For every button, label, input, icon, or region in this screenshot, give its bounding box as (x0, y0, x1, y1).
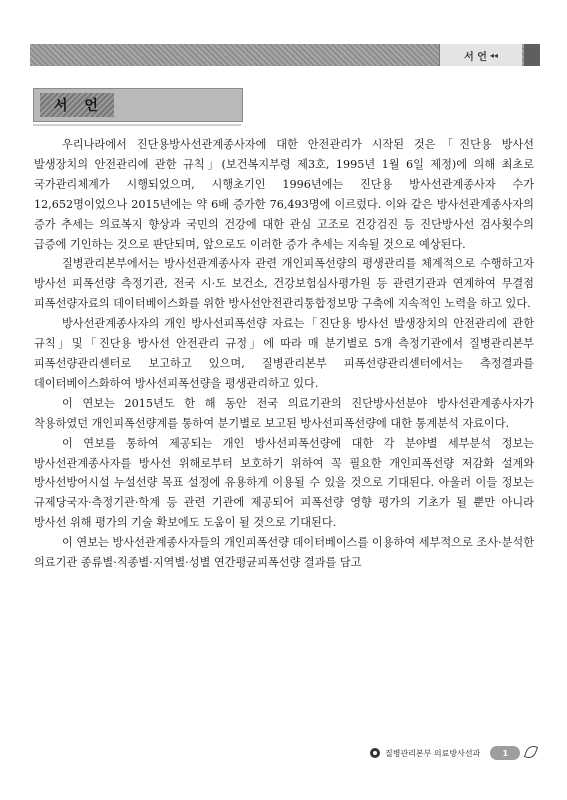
body-text (34, 135, 534, 573)
paragraph: 우리나라에서 진단용방사선관계종사자에 대한 안전관리가 시작된 것은「진단용 방사선 발생장치의 안전관리에 관한 규칙」(보건복지부령 제3호, 1995년 1월 6일 제정)에 의해 최초로 국가관리체계가 시행되었으며, 시행초기인 1996년에는 진단용 방사선관계종사자 수가 12,652명이었으나 2015년에는 약 6배 증가한 76,493명에 이르렀다. 이와 같은 방사선관계종사자의 증가 추세는 의료복지 향상과 국민의 건강에 대한 관심 고조로 건강검진 등 진단방사선 검사횟수의 급증에 기인하는 것으로 판단되며, 앞으로도 이러한 증가 추세는 지속될 것으로 예상된다. (34, 138, 534, 251)
paragraph: 이 연보는 방사선관계종사자들의 개인피폭선량 데이터베이스를 이용하여 세부적으로 조사·분석한 의료기관 종류별·직종별·지역별·성별 연간평균피폭선량 결과를 담고 (34, 536, 534, 570)
header-section-label: 서 언 (464, 51, 487, 63)
header-band (30, 44, 540, 66)
page-number: 1 (490, 746, 520, 760)
paragraph: 질병관리본부에서는 방사선관계종사자 관련 개인피폭선량의 평생관리를 체계적으로 수행하고자 방사선 피폭선량 측정기관, 전국 시·도 보건소, 건강보험심사평가원 등 관련기관과 연계하여 무결점 피폭선량자료의 데이터베이스화를 위한 방사선안전관리통합정보망 구축에 지속적인 노력을 하고 있다. (34, 257, 534, 311)
organization-logo-icon (370, 748, 380, 758)
page-footer (370, 743, 536, 763)
paragraph: 이 연보를 통하여 제공되는 개인 방사선피폭선량에 대한 각 분야별 세부분석 정보는 방사선관계종사자를 방사선 위해로부터 보호하기 위하여 꼭 필요한 개인피폭선량 저감화 설계와 방사선방어시설 누설선량 목표 설정에 유용하게 이용될 수 있을 것으로 기대된다. 아울러 이들 정보는 규제당국자·측정기관·학계 등 관련 기관에 제공되어 피폭선량 영향 평가의 기초가 될 뿐만 아니라 방사선 위해 평가의 기술 확보에도 도움이 될 것으로 기대된다. (34, 436, 534, 530)
section-title-box (40, 93, 114, 117)
header-tab-edge (524, 44, 540, 66)
heading-underline (33, 124, 241, 126)
double-arrow-icon: ◂◂ (489, 50, 498, 60)
footer-organization: 질병관리본부 의료방사선과 (385, 748, 481, 758)
header-section-tab (439, 44, 522, 66)
paragraph: 이 연보는 2015년도 한 해 동안 전국 의료기관의 진단방사선분야 방사선관계종사자가 착용하였던 개인피폭선량계를 통하여 분기별로 보고된 방사선피폭선량에 대한 통계분석 자료이다. (34, 396, 534, 430)
paragraph: 방사선관계종사자의 개인 방사선피폭선량 자료는「진단용 방사선 발생장치의 안전관리에 관한 규칙」및「진단용 방사선 안전관리 규정」에 따라 매 분기별로 5개 측정기관에서 질병관리본부 피폭선량관리센터로 보고하고 있으며, 질병관리본부 피폭선량관리센터에서는 측정결과를 데이터베이스화하여 방사선피폭선량을 평생관리하고 있다. (34, 317, 534, 390)
section-heading (33, 88, 243, 122)
section-title: 서 언 (54, 98, 104, 114)
leaf-icon (524, 744, 536, 762)
